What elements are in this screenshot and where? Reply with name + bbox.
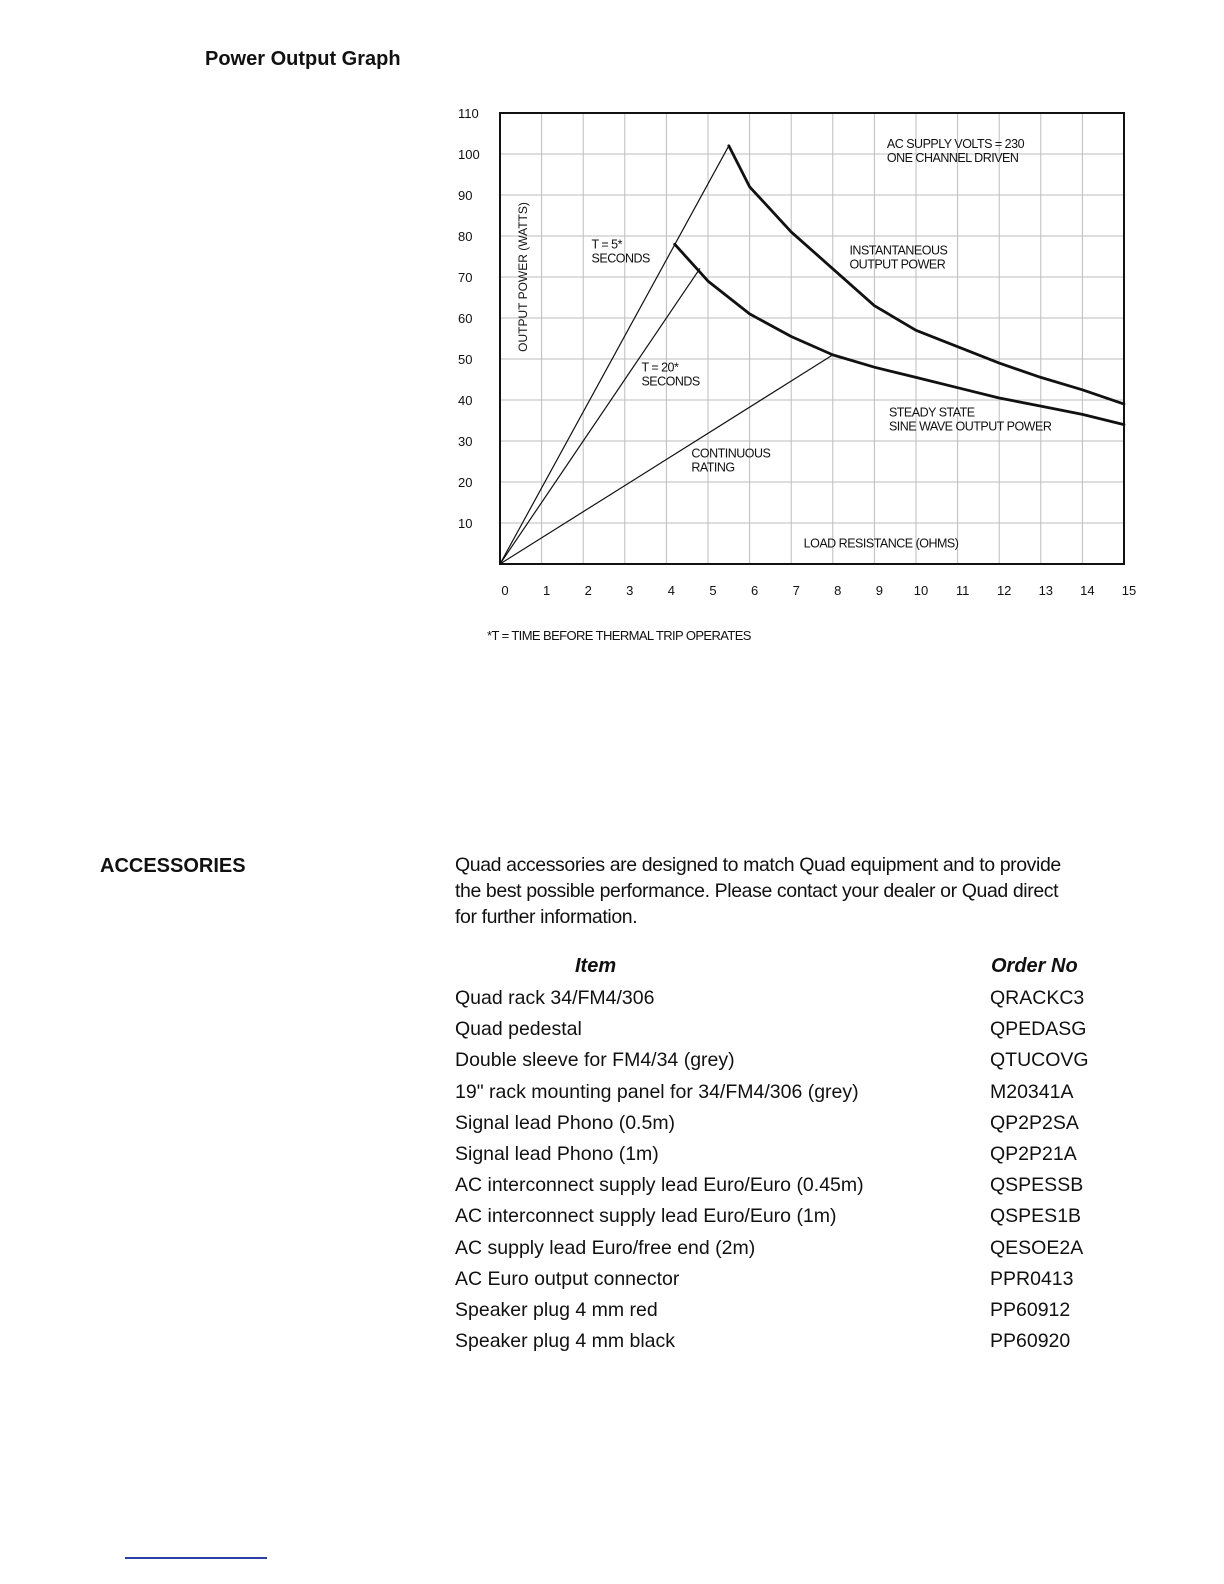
x-tick-label: 8 [834, 583, 842, 598]
table-row [455, 1330, 1135, 1361]
order-number: QRACKC3 [990, 987, 1085, 1009]
chart-annotation: SINE WAVE OUTPUT POWER [888, 419, 1052, 434]
x-tick-label: 0 [501, 583, 509, 598]
item-name: 19" rack mounting panel for 34/FM4/306 (grey) [455, 1080, 859, 1103]
table-row [455, 1081, 1135, 1112]
plot-frame [500, 113, 1124, 564]
x-tick-label: 15 [1121, 583, 1137, 598]
intro-line: Quad accessories are designed to match Quad equipment and to provide [455, 854, 1061, 876]
order-number: PP60912 [990, 1298, 1071, 1321]
y-tick-label: 110 [458, 106, 479, 121]
table-row [455, 1018, 1135, 1049]
item-name: Quad rack 34/FM4/306 [455, 987, 655, 1009]
order-number: QESOE2A [990, 1236, 1084, 1259]
item-name: AC supply lead Euro/free end (2m) [455, 1236, 756, 1259]
x-tick-label: 3 [626, 583, 634, 598]
item-name: Speaker plug 4 mm black [455, 1330, 676, 1353]
table-row [455, 1049, 1135, 1080]
table-row [455, 1299, 1135, 1330]
chart-annotation: STEADY STATE [888, 405, 975, 420]
column-header-order-no: Order No [991, 955, 1078, 977]
chart-annotation: ONE CHANNEL DRIVEN [886, 150, 1019, 165]
x-tick-label: 12 [996, 583, 1012, 598]
y-tick-label: 50 [458, 352, 473, 367]
item-name: Speaker plug 4 mm red [455, 1298, 658, 1321]
series-line [500, 146, 729, 564]
chart-annotation: AC SUPPLY VOLTS = 230 [886, 136, 1025, 151]
graph-heading: Power Output Graph [205, 48, 401, 70]
table-row [455, 1174, 1135, 1205]
item-name: AC interconnect supply lead Euro/Euro (1m) [455, 1205, 837, 1228]
order-number: QPEDASG [990, 1018, 1087, 1041]
chart-annotation: SECONDS [591, 251, 650, 266]
x-tick-label: 13 [1038, 583, 1054, 598]
y-tick-label: 30 [458, 434, 473, 449]
order-number: QP2P2SA [990, 1111, 1079, 1134]
chart-footnote: *T = TIME BEFORE THERMAL TRIP OPERATES [487, 628, 751, 643]
item-name: AC Euro output connector [455, 1267, 680, 1290]
y-tick-label: 90 [458, 188, 473, 203]
x-tick-label: 11 [955, 583, 970, 598]
y-tick-label: 100 [458, 147, 480, 162]
table-row [455, 1205, 1135, 1236]
order-number: PP60920 [990, 1330, 1071, 1353]
x-tick-label: 6 [750, 583, 759, 598]
table-row [455, 987, 1135, 1018]
order-number: PPR0413 [990, 1267, 1074, 1290]
order-number: QSPESSB [990, 1174, 1084, 1197]
chart-annotation: T = 5* [591, 237, 623, 252]
chart-annotation: RATING [691, 460, 735, 475]
y-axis-label: OUTPUT POWER (WATTS) [516, 202, 530, 352]
chart-annotation: OUTPUT POWER [849, 257, 946, 272]
y-tick-label: 70 [458, 270, 473, 285]
order-number: QSPES1B [990, 1205, 1082, 1228]
item-name: Quad pedestal [455, 1018, 582, 1041]
power-output-chart [0, 0, 1224, 660]
x-tick-label: 7 [792, 583, 800, 598]
item-name: Signal lead Phono (0.5m) [455, 1111, 676, 1134]
y-tick-label: 20 [458, 475, 473, 490]
x-tick-label: 10 [913, 583, 929, 598]
item-name: Signal lead Phono (1m) [455, 1142, 659, 1165]
accessories-heading: ACCESSORIES [100, 855, 246, 877]
series-line [729, 146, 1124, 404]
item-name: AC interconnect supply lead Euro/Euro (0.45m) [455, 1174, 864, 1197]
table-row [455, 1268, 1135, 1299]
table-row [455, 1112, 1135, 1143]
x-tick-label: 2 [584, 583, 592, 598]
intro-line: the best possible performance. Please contact your dealer or Quad direct [455, 880, 1059, 902]
y-tick-label: 10 [458, 516, 473, 531]
order-number: QP2P21A [990, 1142, 1077, 1165]
chart-annotation: T = 20* [641, 360, 679, 375]
chart-annotation: CONTINUOUS [691, 446, 771, 461]
y-tick-label: 80 [458, 229, 473, 244]
accessories-intro [455, 852, 1135, 930]
table-row [455, 1237, 1135, 1268]
x-tick-label: 14 [1080, 583, 1095, 598]
x-tick-label: 4 [667, 583, 676, 598]
item-name: Double sleeve for FM4/34 (grey) [455, 1049, 735, 1072]
intro-line: for further information. [455, 906, 638, 928]
y-tick-label: 60 [458, 311, 473, 326]
order-number: QTUCOVG [990, 1049, 1089, 1072]
x-tick-label: 1 [542, 583, 551, 598]
chart-annotation: LOAD RESISTANCE (OHMS) [803, 536, 959, 551]
x-tick-label: 9 [875, 583, 884, 598]
order-number: M20341A [990, 1080, 1074, 1103]
y-tick-label: 40 [458, 393, 473, 408]
column-header-item: Item [575, 955, 617, 977]
x-tick-label: 5 [709, 583, 717, 598]
footer-rule [125, 1557, 267, 1559]
chart-annotation: INSTANTANEOUS [849, 243, 948, 258]
accessories-rows [455, 987, 1135, 1361]
table-row [455, 1143, 1135, 1174]
chart-annotation: SECONDS [641, 374, 700, 389]
